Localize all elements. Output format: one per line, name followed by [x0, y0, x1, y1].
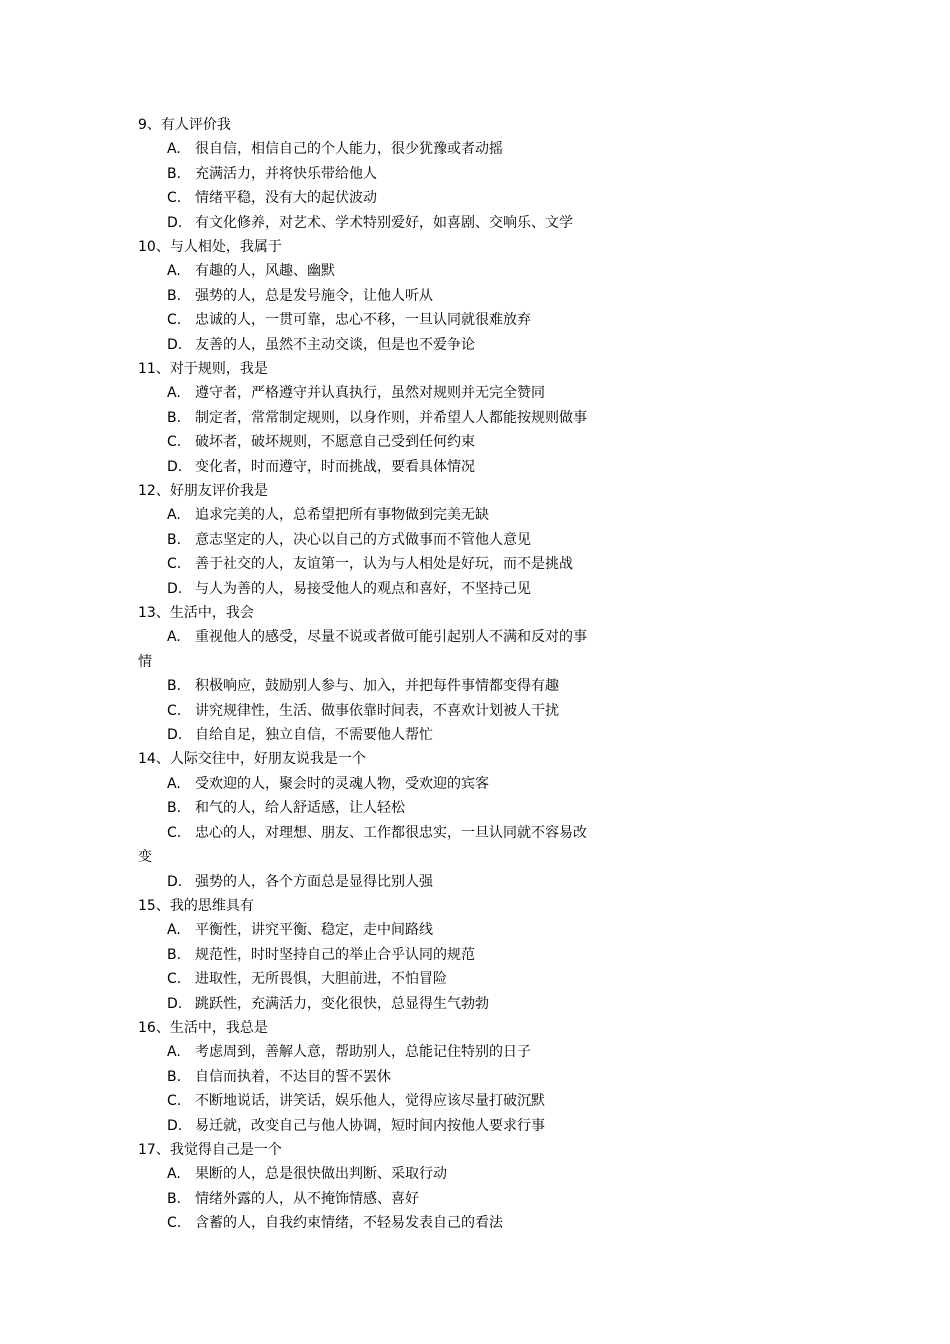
question-title: 15、我的思维具有 [138, 897, 254, 914]
option-letter: B. [167, 1068, 182, 1085]
answer-option [138, 552, 658, 576]
option-text [138, 430, 658, 454]
option-text-line: 遵守者，严格遵守并认真执行，虽然对规则并无完全赞同 [195, 385, 545, 402]
option-letter: B. [167, 531, 182, 548]
answer-option [138, 1065, 658, 1089]
question-title: 14、人际交往中，好朋友说我是一个 [138, 751, 366, 768]
answer-option [138, 284, 658, 308]
option-text [138, 455, 658, 479]
question-title: 12、好朋友评价我是 [138, 483, 268, 500]
option-letter: C. [167, 1215, 182, 1232]
answer-option [138, 674, 658, 698]
answer-option [138, 943, 658, 967]
option-letter: C. [167, 702, 182, 719]
option-text [138, 1162, 658, 1186]
answer-option [138, 430, 658, 454]
option-text-line: 平衡性，讲究平衡、稳定，走中间路线 [195, 922, 433, 939]
option-text [138, 333, 658, 357]
option-text-line: 和气的人，给人舒适感，让人轻松 [195, 800, 405, 817]
option-text [138, 1114, 658, 1138]
option-text [138, 528, 658, 552]
option-text-line: 忠心的人，对理想、朋友、工作都很忠实，一旦认同就不容易改 [195, 824, 587, 841]
option-letter: B. [167, 1190, 182, 1207]
answer-option [138, 333, 658, 357]
option-letter: C. [167, 1093, 182, 1110]
answer-option [138, 577, 658, 601]
option-letter: B. [167, 946, 182, 963]
option-letter: D. [167, 214, 183, 231]
option-letter: C. [167, 556, 182, 573]
option-letter: A. [167, 507, 181, 524]
option-text [138, 284, 658, 308]
option-text-line: 含蓄的人，自我约束情绪，不轻易发表自己的看法 [195, 1215, 503, 1232]
question-title: 11、对于规则，我是 [138, 361, 268, 378]
option-text-line: 重视他人的感受，尽量不说或者做可能引起别人不满和反对的事 [195, 629, 587, 646]
answer-option [138, 870, 658, 894]
answer-option [138, 821, 658, 870]
question-title: 10、与人相处，我属于 [138, 239, 282, 256]
answer-option [138, 1089, 658, 1113]
answer-option [138, 1040, 658, 1064]
option-text-line: 有文化修养，对艺术、学术特别爱好，如喜剧、交响乐、文学 [195, 214, 573, 231]
option-letter: C. [167, 824, 182, 841]
option-text-line: 进取性，无所畏惧，大胆前进，不怕冒险 [195, 971, 447, 988]
option-text-line: 自信而执着，不达目的誓不罢休 [195, 1068, 391, 1085]
option-text-line: 意志坚定的人，决心以自己的方式做事而不管他人意见 [195, 531, 531, 548]
option-text [138, 796, 658, 820]
answer-option [138, 918, 658, 942]
option-letter: A. [167, 1044, 181, 1061]
answer-option [138, 723, 658, 747]
option-text [138, 186, 658, 210]
option-letter: D. [167, 336, 183, 353]
option-text [138, 625, 658, 674]
answer-option [138, 211, 658, 235]
option-text [138, 967, 658, 991]
option-text [138, 918, 658, 942]
option-text [138, 1089, 658, 1113]
option-text [138, 211, 658, 235]
question-title: 13、生活中，我会 [138, 605, 254, 622]
answer-option [138, 186, 658, 210]
option-text-continuation: 变 [138, 849, 152, 866]
option-text [138, 137, 658, 161]
option-letter: B. [167, 409, 182, 426]
option-text-line: 情绪外露的人，从不掩饰情感、喜好 [195, 1190, 419, 1207]
option-text [138, 406, 658, 430]
answer-option [138, 967, 658, 991]
option-letter: A. [167, 385, 181, 402]
option-text-line: 自给自足，独立自信，不需要他人帮忙 [195, 727, 433, 744]
answer-option [138, 528, 658, 552]
option-text [138, 772, 658, 796]
option-text [138, 259, 658, 283]
answer-option [138, 1211, 658, 1235]
question-title: 16、生活中，我总是 [138, 1019, 268, 1036]
option-text-line: 破坏者，破坏规则，不愿意自己受到任何约束 [195, 434, 475, 451]
answer-option [138, 381, 658, 405]
option-letter: D. [167, 458, 183, 475]
option-text [138, 1211, 658, 1235]
option-text [138, 870, 658, 894]
option-letter: D. [167, 727, 183, 744]
option-text [138, 723, 658, 747]
option-text-line: 易迁就，改变自己与他人协调，短时间内按他人要求行事 [195, 1117, 545, 1134]
option-text [138, 821, 658, 870]
answer-option [138, 259, 658, 283]
option-text-line: 强势的人，各个方面总是显得比别人强 [195, 873, 433, 890]
option-text-line: 变化者，时而遵守，时而挑战，要看具体情况 [195, 458, 475, 475]
option-letter: A. [167, 629, 181, 646]
option-text-line: 强势的人，总是发号施令，让他人听从 [195, 287, 433, 304]
option-letter: A. [167, 1166, 181, 1183]
option-letter: D. [167, 580, 183, 597]
option-text-line: 很自信，相信自己的个人能力，很少犹豫或者动摇 [195, 141, 503, 158]
option-text [138, 699, 658, 723]
option-text [138, 674, 658, 698]
option-text-line: 有趣的人，风趣、幽默 [195, 263, 335, 280]
option-text [138, 577, 658, 601]
option-text [138, 162, 658, 186]
option-text-line: 友善的人，虽然不主动交谈，但是也不爱争论 [195, 336, 475, 353]
option-letter: C. [167, 971, 182, 988]
option-text [138, 1065, 658, 1089]
answer-option [138, 796, 658, 820]
answer-option [138, 1187, 658, 1211]
option-text-line: 不断地说话，讲笑话，娱乐他人，觉得应该尽量打破沉默 [195, 1093, 545, 1110]
answer-option [138, 406, 658, 430]
question-title: 17、我觉得自己是一个 [138, 1141, 282, 1158]
option-text [138, 308, 658, 332]
answer-option [138, 699, 658, 723]
option-text-line: 规范性，时时坚持自己的举止合乎认同的规范 [195, 946, 475, 963]
option-text-line: 情绪平稳，没有大的起伏波动 [195, 190, 377, 207]
answer-option [138, 162, 658, 186]
option-text [138, 1187, 658, 1211]
answer-option [138, 1162, 658, 1186]
option-letter: A. [167, 775, 181, 792]
option-letter: B. [167, 165, 182, 182]
answer-option [138, 772, 658, 796]
answer-option [138, 308, 658, 332]
document-body [0, 113, 950, 1236]
option-text-line: 追求完美的人，总希望把所有事物做到完美无缺 [195, 507, 489, 524]
option-letter: A. [167, 141, 181, 158]
option-text [138, 1040, 658, 1064]
option-text [138, 552, 658, 576]
option-text-line: 讲究规律性，生活、做事依靠时间表，不喜欢计划被人干扰 [195, 702, 559, 719]
option-text-line: 果断的人，总是很快做出判断、采取行动 [195, 1166, 447, 1183]
option-text-line: 与人为善的人，易接受他人的观点和喜好，不坚持己见 [195, 580, 531, 597]
option-text-line: 忠诚的人，一贯可靠，忠心不移，一旦认同就很难放弃 [195, 312, 531, 329]
answer-option [138, 625, 658, 674]
option-letter: B. [167, 800, 182, 817]
option-letter: A. [167, 922, 181, 939]
option-text [138, 381, 658, 405]
option-text-line: 考虑周到，善解人意，帮助别人，总能记住特别的日子 [195, 1044, 531, 1061]
option-letter: A. [167, 263, 181, 280]
option-text-line: 积极响应，鼓励别人参与、加入，并把每件事情都变得有趣 [195, 678, 559, 695]
option-text [138, 503, 658, 527]
option-text [138, 943, 658, 967]
option-letter: C. [167, 434, 182, 451]
option-text-line: 充满活力，并将快乐带给他人 [195, 165, 377, 182]
option-letter: B. [167, 678, 182, 695]
option-text-line: 受欢迎的人，聚会时的灵魂人物，受欢迎的宾客 [195, 775, 489, 792]
option-letter: C. [167, 190, 182, 207]
question-title: 9、有人评价我 [138, 117, 231, 133]
option-text-line: 制定者，常常制定规则，以身作则，并希望人人都能按规则做事 [195, 409, 587, 426]
answer-option [138, 992, 658, 1016]
option-text-line: 跳跃性，充满活力，变化很快，总显得生气勃勃 [195, 995, 489, 1012]
option-text-continuation: 情 [138, 653, 152, 670]
option-text-line: 善于社交的人，友谊第一，认为与人相处是好玩，而不是挑战 [195, 556, 573, 573]
option-letter: D. [167, 873, 183, 890]
option-letter: C. [167, 312, 182, 329]
answer-option [138, 1114, 658, 1138]
option-letter: B. [167, 287, 182, 304]
answer-option [138, 503, 658, 527]
option-text [138, 992, 658, 1016]
answer-option [138, 137, 658, 161]
option-letter: D. [167, 1117, 183, 1134]
answer-option [138, 455, 658, 479]
option-letter: D. [167, 995, 183, 1012]
